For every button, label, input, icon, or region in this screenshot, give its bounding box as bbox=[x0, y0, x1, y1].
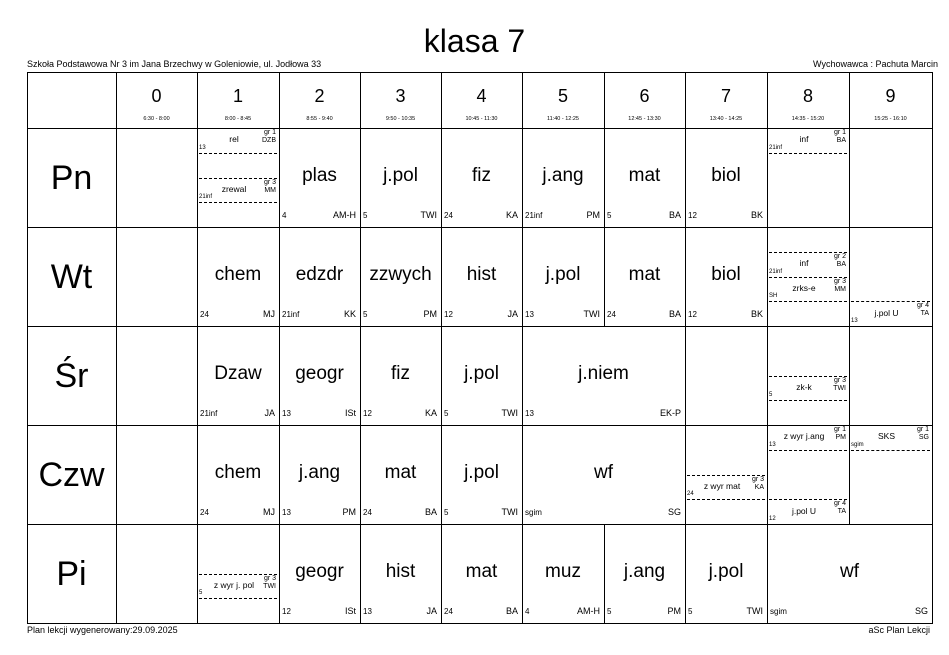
school-name: Szkoła Podstawowa Nr 3 im Jana Brzechwy w Goleniowie, ul. Jodłowa 33 bbox=[27, 59, 322, 69]
period-header bbox=[279, 72, 360, 128]
software-name: aSc Plan Lekcji bbox=[868, 625, 930, 635]
lesson-cell[interactable] bbox=[522, 227, 604, 326]
lesson-teacher: AM-H bbox=[333, 210, 356, 220]
cell-divider bbox=[116, 425, 117, 524]
lesson-subject: geogr bbox=[295, 362, 344, 384]
group-lesson[interactable] bbox=[849, 425, 932, 450]
group-name: gr 3 bbox=[263, 178, 276, 186]
lesson-room: 12 bbox=[688, 310, 697, 319]
header-divider bbox=[197, 72, 198, 128]
group-name: gr 3 bbox=[751, 475, 764, 483]
lesson-room: 24 bbox=[444, 607, 453, 616]
lesson-teacher: BA bbox=[668, 309, 681, 319]
lesson-teacher: JA bbox=[426, 606, 437, 616]
lesson-subject: mat bbox=[628, 263, 661, 285]
cell-divider bbox=[116, 227, 117, 326]
period-number: 7 bbox=[720, 86, 731, 106]
lesson-teacher: TWI bbox=[420, 210, 437, 220]
lesson-teacher: KA bbox=[505, 210, 518, 220]
lesson-teacher: PM bbox=[342, 507, 356, 517]
lesson-subject: mat bbox=[465, 560, 498, 582]
generated-date: Plan lekcji wygenerowany:29.09.2025 bbox=[27, 625, 178, 635]
lesson-room: 13 bbox=[525, 310, 534, 319]
lesson-subject: wf bbox=[594, 461, 613, 483]
lesson-subject: hist bbox=[466, 263, 497, 285]
group-teacher: PM bbox=[835, 434, 846, 441]
group-room: 13 bbox=[769, 441, 776, 448]
group-name: gr 3 bbox=[833, 277, 846, 285]
group-room: 12 bbox=[769, 516, 776, 522]
lesson-cell[interactable] bbox=[360, 326, 441, 425]
lesson-cell[interactable] bbox=[441, 425, 522, 524]
lesson-room: 5 bbox=[607, 607, 612, 616]
period-time: 6:30 - 8:00 bbox=[143, 116, 170, 122]
lesson-subject: wf bbox=[840, 560, 859, 582]
lesson-subject: j.niem bbox=[578, 362, 629, 384]
lesson-room: 5 bbox=[607, 211, 612, 220]
period-number: 6 bbox=[639, 86, 650, 106]
lesson-cell[interactable] bbox=[197, 326, 279, 425]
lesson-cell[interactable] bbox=[197, 227, 279, 326]
lesson-subject: j.pol bbox=[464, 362, 499, 384]
group-subject: inf bbox=[799, 258, 809, 269]
cell-divider bbox=[685, 326, 686, 425]
lesson-teacher: MJ bbox=[263, 507, 275, 517]
lesson-room: 5 bbox=[444, 409, 449, 418]
header-divider bbox=[685, 72, 686, 128]
group-lesson[interactable] bbox=[767, 499, 849, 524]
group-teacher: TA bbox=[920, 310, 929, 318]
lesson-room: 21inf bbox=[200, 409, 218, 418]
lesson-subject: muz bbox=[545, 560, 581, 582]
group-teacher: TA bbox=[837, 508, 846, 516]
cell-divider bbox=[116, 524, 117, 623]
group-lesson[interactable] bbox=[767, 425, 849, 450]
group-teacher: SG bbox=[918, 434, 929, 441]
group-room: 24 bbox=[687, 491, 694, 498]
lesson-teacher: TWI bbox=[583, 309, 600, 319]
lesson-cell[interactable] bbox=[279, 425, 360, 524]
lesson-subject: biol bbox=[711, 263, 741, 285]
lesson-cell[interactable] bbox=[522, 326, 685, 425]
lesson-teacher: TWI bbox=[746, 606, 763, 616]
group-lesson[interactable] bbox=[767, 376, 849, 401]
group-subject: inf bbox=[799, 134, 809, 145]
lesson-room: 24 bbox=[444, 211, 453, 220]
lesson-subject: j.ang bbox=[623, 560, 666, 582]
period-time: 8:00 - 8:45 bbox=[224, 116, 252, 122]
group-lesson[interactable] bbox=[685, 475, 767, 500]
group-name: gr 2 bbox=[833, 252, 846, 260]
group-separator bbox=[769, 450, 847, 451]
lesson-room: 24 bbox=[200, 508, 209, 517]
period-header bbox=[849, 72, 932, 128]
lesson-subject: j.pol bbox=[545, 263, 581, 285]
group-subject: z wyr j.ang bbox=[783, 431, 825, 442]
lesson-teacher: JA bbox=[264, 408, 275, 418]
group-separator bbox=[199, 202, 277, 203]
cell-divider bbox=[849, 326, 850, 425]
group-lesson[interactable] bbox=[849, 301, 932, 326]
group-separator bbox=[769, 400, 847, 401]
group-name: gr 4 bbox=[916, 302, 929, 310]
group-room: 13 bbox=[199, 144, 206, 151]
group-separator bbox=[769, 252, 847, 253]
lesson-teacher: PM bbox=[423, 309, 437, 319]
header-divider bbox=[932, 72, 933, 128]
lesson-cell[interactable] bbox=[685, 524, 767, 623]
group-subject: zk-k bbox=[796, 381, 812, 392]
lesson-room: sgim bbox=[525, 508, 542, 517]
group-lesson[interactable] bbox=[767, 277, 849, 302]
lesson-cell[interactable] bbox=[685, 128, 767, 227]
lesson-room: 12 bbox=[363, 409, 372, 418]
lesson-cell[interactable] bbox=[441, 326, 522, 425]
group-subject: zrewal bbox=[221, 183, 247, 194]
group-separator bbox=[199, 574, 277, 575]
lesson-teacher: BA bbox=[668, 210, 681, 220]
group-separator bbox=[687, 475, 765, 476]
period-time: 11:40 - 12:25 bbox=[546, 116, 579, 122]
lesson-cell[interactable] bbox=[522, 425, 685, 524]
period-time: 13:40 - 14:25 bbox=[709, 116, 743, 122]
lesson-room: 21inf bbox=[525, 211, 543, 220]
header-divider bbox=[604, 72, 605, 128]
lesson-room: 21inf bbox=[282, 310, 300, 319]
header-divider bbox=[441, 72, 442, 128]
group-separator bbox=[687, 499, 765, 500]
lesson-room: 12 bbox=[282, 607, 291, 616]
lesson-teacher: SG bbox=[667, 507, 681, 517]
lesson-room: 4 bbox=[525, 607, 530, 616]
lesson-cell[interactable] bbox=[360, 524, 441, 623]
period-number: 9 bbox=[885, 86, 896, 106]
lesson-subject: j.pol bbox=[383, 164, 418, 186]
lesson-teacher: MJ bbox=[263, 309, 275, 319]
period-time: 8:55 - 9:40 bbox=[306, 116, 333, 122]
group-name: gr 1 bbox=[833, 426, 846, 433]
group-teacher: TWI bbox=[263, 582, 276, 590]
lesson-room: 5 bbox=[363, 211, 368, 220]
grid-border-bottom bbox=[27, 623, 933, 624]
lesson-subject: j.ang bbox=[542, 164, 584, 186]
group-name: gr 1 bbox=[916, 426, 929, 433]
lesson-teacher: ISt bbox=[344, 408, 356, 418]
period-number: 4 bbox=[476, 86, 487, 106]
period-header bbox=[197, 72, 279, 128]
group-separator bbox=[851, 450, 930, 451]
period-number: 8 bbox=[802, 86, 813, 106]
lesson-cell[interactable] bbox=[360, 227, 441, 326]
day-label: Wt bbox=[50, 257, 93, 296]
group-name: gr 3 bbox=[263, 574, 276, 582]
group-teacher: KA bbox=[754, 483, 764, 491]
lesson-subject: chem bbox=[214, 461, 262, 483]
group-room: 5 bbox=[199, 590, 203, 597]
period-number: 3 bbox=[395, 86, 406, 106]
cell-divider bbox=[116, 326, 117, 425]
lesson-subject: mat bbox=[384, 461, 417, 483]
period-time: 15:25 - 16:10 bbox=[874, 116, 907, 122]
period-header bbox=[522, 72, 604, 128]
lesson-cell[interactable] bbox=[767, 524, 932, 623]
period-header bbox=[685, 72, 767, 128]
group-separator bbox=[769, 153, 847, 154]
lesson-subject: fiz bbox=[391, 362, 410, 384]
group-separator bbox=[769, 499, 847, 500]
lesson-room: 13 bbox=[282, 508, 291, 517]
period-number: 2 bbox=[314, 86, 325, 106]
group-room: 21inf bbox=[199, 194, 213, 201]
group-teacher: BA bbox=[836, 137, 846, 144]
group-teacher: MM bbox=[264, 186, 276, 194]
lesson-subject: plas bbox=[302, 164, 337, 186]
group-separator bbox=[769, 301, 847, 302]
lesson-teacher: AM-H bbox=[577, 606, 600, 616]
lesson-cell[interactable] bbox=[685, 227, 767, 326]
period-time: 12:45 - 13:30 bbox=[628, 116, 661, 122]
header-divider bbox=[116, 72, 117, 128]
day-label: Pn bbox=[50, 158, 93, 197]
lesson-room: 5 bbox=[363, 310, 368, 319]
header-divider bbox=[279, 72, 280, 128]
group-separator bbox=[769, 277, 847, 278]
lesson-teacher: PM bbox=[586, 210, 600, 220]
lesson-cell[interactable] bbox=[522, 524, 604, 623]
group-subject: j.pol U bbox=[874, 307, 899, 318]
group-name: gr 1 bbox=[263, 129, 276, 136]
lesson-teacher: JA bbox=[507, 309, 518, 319]
cell-divider bbox=[932, 326, 933, 425]
grid-border-left bbox=[27, 72, 28, 623]
group-lesson[interactable] bbox=[197, 574, 279, 599]
period-number: 0 bbox=[151, 86, 162, 106]
lesson-room: 5 bbox=[688, 607, 693, 616]
day-label: Pi bbox=[56, 554, 87, 593]
lesson-room: 5 bbox=[444, 508, 449, 517]
lesson-teacher: EK-P bbox=[659, 408, 681, 418]
lesson-cell[interactable] bbox=[279, 227, 360, 326]
group-subject: zrks-e bbox=[792, 282, 816, 293]
lesson-subject: j.pol bbox=[464, 461, 499, 483]
lesson-room: 13 bbox=[282, 409, 291, 418]
group-teacher: DZB bbox=[262, 137, 276, 144]
period-header bbox=[360, 72, 441, 128]
period-time: 9:50 - 10:35 bbox=[385, 116, 416, 122]
group-name: gr 4 bbox=[833, 500, 846, 508]
lesson-cell[interactable] bbox=[360, 425, 441, 524]
lesson-teacher: TWI bbox=[501, 408, 518, 418]
group-teacher: MM bbox=[834, 285, 846, 293]
lesson-subject: j.pol bbox=[708, 560, 744, 582]
lesson-subject: chem bbox=[214, 263, 262, 285]
lesson-teacher: KK bbox=[343, 309, 356, 319]
lesson-cell[interactable] bbox=[279, 128, 360, 227]
day-label: Czw bbox=[38, 455, 105, 494]
class-teacher: Wychowawca : Pachuta Marcin bbox=[813, 59, 938, 69]
header-divider bbox=[767, 72, 768, 128]
cell-divider bbox=[932, 425, 933, 524]
group-subject: z wyr j. pol bbox=[213, 579, 255, 590]
lesson-cell[interactable] bbox=[604, 128, 685, 227]
lesson-room: 12 bbox=[444, 310, 453, 319]
lesson-cell[interactable] bbox=[279, 524, 360, 623]
lesson-room: 24 bbox=[363, 508, 372, 517]
page-title: klasa 7 bbox=[423, 23, 526, 59]
lesson-subject: j.ang bbox=[298, 461, 341, 483]
lesson-teacher: BK bbox=[750, 210, 763, 220]
group-room: 5 bbox=[769, 392, 773, 399]
lesson-subject: zzwych bbox=[369, 263, 432, 285]
lesson-room: 13 bbox=[525, 409, 534, 418]
lesson-teacher: ISt bbox=[344, 606, 356, 616]
period-time: 10:45 - 11:30 bbox=[465, 116, 498, 122]
lesson-teacher: BA bbox=[505, 606, 518, 616]
group-subject: z wyr mat bbox=[703, 480, 741, 491]
lesson-teacher: BA bbox=[424, 507, 437, 517]
group-room: 13 bbox=[851, 318, 858, 324]
period-number: 1 bbox=[232, 86, 243, 106]
group-name: gr 1 bbox=[833, 129, 846, 136]
lesson-cell[interactable] bbox=[441, 524, 522, 623]
header-divider bbox=[360, 72, 361, 128]
group-room: SH bbox=[769, 293, 778, 300]
group-teacher: BA bbox=[836, 260, 846, 268]
period-header bbox=[604, 72, 685, 128]
lesson-cell[interactable] bbox=[197, 425, 279, 524]
group-lesson[interactable] bbox=[197, 128, 279, 153]
lesson-subject: fiz bbox=[472, 164, 491, 186]
group-lesson[interactable] bbox=[767, 128, 849, 153]
group-subject: j.pol U bbox=[791, 505, 817, 516]
cell-divider bbox=[932, 128, 933, 227]
period-number: 5 bbox=[557, 86, 568, 106]
lesson-subject: geogr bbox=[295, 560, 344, 582]
group-subject: rel bbox=[229, 134, 239, 145]
lesson-teacher: SG bbox=[914, 606, 928, 616]
lesson-room: 12 bbox=[688, 211, 697, 220]
group-separator bbox=[199, 598, 277, 599]
header-divider bbox=[522, 72, 523, 128]
group-room: sgim bbox=[851, 441, 864, 448]
day-label: Śr bbox=[54, 356, 89, 395]
lesson-teacher: PM bbox=[667, 606, 681, 616]
cell-divider bbox=[116, 128, 117, 227]
group-separator bbox=[851, 301, 930, 302]
lesson-subject: biol bbox=[711, 164, 741, 186]
lesson-cell[interactable] bbox=[360, 128, 441, 227]
period-time: 14:35 - 15:20 bbox=[791, 116, 825, 122]
lesson-subject: Dzaw bbox=[214, 362, 262, 384]
group-separator bbox=[769, 376, 847, 377]
lesson-cell[interactable] bbox=[441, 227, 522, 326]
cell-divider bbox=[932, 227, 933, 326]
lesson-room: sgim bbox=[770, 607, 787, 616]
group-separator bbox=[199, 178, 277, 179]
group-teacher: TWI bbox=[833, 384, 846, 392]
lesson-room: 24 bbox=[200, 310, 209, 319]
period-header bbox=[441, 72, 522, 128]
group-separator bbox=[199, 153, 277, 154]
lesson-cell[interactable] bbox=[279, 326, 360, 425]
lesson-cell[interactable] bbox=[522, 128, 604, 227]
header-divider bbox=[849, 72, 850, 128]
cell-divider bbox=[849, 128, 850, 227]
lesson-teacher: KA bbox=[424, 408, 437, 418]
group-subject: SKS bbox=[877, 431, 895, 442]
lesson-subject: edzdr bbox=[295, 263, 344, 285]
lesson-subject: hist bbox=[385, 560, 416, 582]
lesson-cell[interactable] bbox=[604, 524, 685, 623]
group-name: gr 3 bbox=[833, 376, 846, 384]
group-lesson[interactable] bbox=[767, 252, 849, 277]
group-room: 21inf bbox=[769, 268, 783, 275]
lesson-subject: mat bbox=[628, 164, 661, 186]
period-header bbox=[116, 72, 197, 128]
lesson-room: 24 bbox=[607, 310, 616, 319]
lesson-cell[interactable] bbox=[604, 227, 685, 326]
group-lesson[interactable] bbox=[197, 178, 279, 203]
period-header bbox=[767, 72, 849, 128]
lesson-room: 13 bbox=[363, 607, 372, 616]
lesson-room: 4 bbox=[282, 211, 287, 220]
group-room: 21inf bbox=[769, 144, 783, 151]
cell-divider bbox=[932, 524, 933, 623]
lesson-teacher: TWI bbox=[501, 507, 518, 517]
lesson-teacher: BK bbox=[750, 309, 763, 319]
lesson-cell[interactable] bbox=[441, 128, 522, 227]
